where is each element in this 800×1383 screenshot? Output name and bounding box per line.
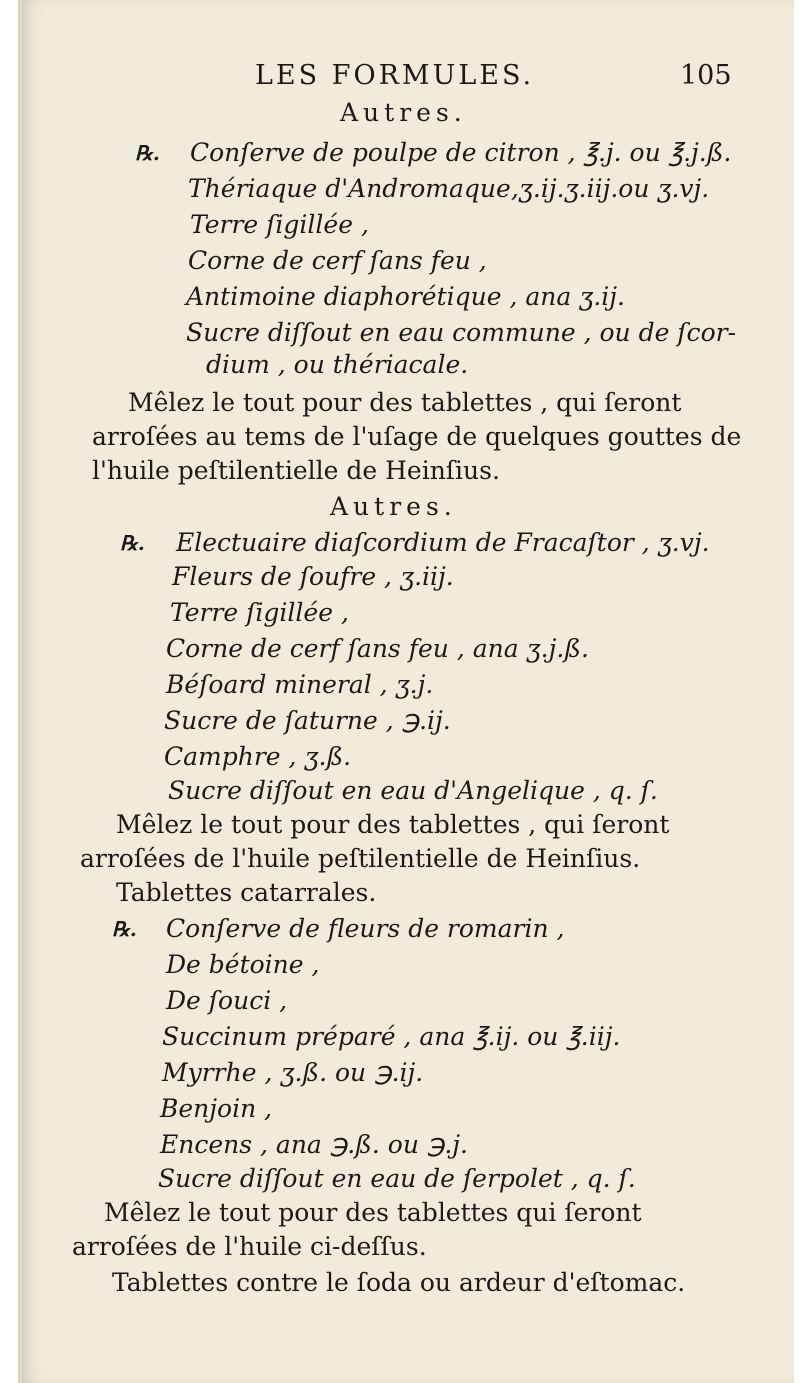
recipe-symbol: ℞. bbox=[135, 141, 160, 165]
instruction-line: arroſées au tems de l'uſage de quelques gouttes de bbox=[92, 422, 742, 451]
section-heading: Autres. bbox=[330, 492, 457, 521]
ingredient-line: Terre ſigillée , bbox=[170, 598, 349, 627]
instruction-line: Mêlez le tout pour des tablettes , qui ſeront bbox=[128, 388, 682, 417]
ingredient-line: Terre ſigillée , bbox=[190, 210, 369, 239]
ingredient-line: Benjoin , bbox=[160, 1094, 273, 1123]
ingredient-line: Electuaire diaſcordium de Fracaſtor , ʒ.vj. bbox=[176, 528, 710, 557]
instruction-line: arroſées de l'huile ci-deſſus. bbox=[72, 1232, 427, 1261]
ingredient-line: Béſoard mineral , ʒ.j. bbox=[166, 670, 434, 699]
ingredient-line: De bétoine , bbox=[166, 950, 320, 979]
section-heading: Tablettes contre le ſoda ou ardeur d'eſtomac. bbox=[112, 1268, 686, 1297]
page-number: 105 bbox=[680, 60, 732, 91]
ingredient-line: Corne de cerf ſans feu , bbox=[188, 246, 487, 275]
instruction-line: l'huile peſtilentielle de Heinſius. bbox=[92, 456, 500, 485]
ingredient-line: Conſerve de fleurs de romarin , bbox=[166, 914, 565, 943]
ingredient-line: Encens , ana ℈.ß. ou ℈.j. bbox=[160, 1130, 468, 1159]
ingredient-line: Corne de cerf ſans feu , ana ʒ.j.ß. bbox=[166, 634, 589, 663]
ingredient-line: Sucre diſſout en eau d'Angelique , q. ſ. bbox=[168, 776, 658, 805]
section-heading: Tablettes catarrales. bbox=[116, 878, 377, 907]
ingredient-line: Succinum préparé , ana ℥.ij. ou ℥.iij. bbox=[162, 1022, 621, 1051]
ingredient-line: Myrrhe , ʒ.ß. ou ℈.ij. bbox=[162, 1058, 424, 1087]
ingredient-line: Conſerve de poulpe de citron , ℥.j. ou ℥.j.ß. bbox=[190, 138, 732, 167]
running-header: LES FORMULES. bbox=[255, 60, 535, 91]
ingredient-line: Thériaque d'Andromaque,ʒ.ij.ʒ.iij.ou ʒ.vj. bbox=[188, 174, 710, 203]
ingredient-line: Antimoine diaphorétique , ana ʒ.ij. bbox=[186, 282, 625, 311]
instruction-line: Mêlez le tout pour des tablettes , qui ſeront bbox=[116, 810, 670, 839]
recipe-symbol: ℞. bbox=[120, 531, 145, 555]
ingredient-line: dium , ou thériacale. bbox=[206, 350, 469, 379]
ingredient-line: Sucre diſſout en eau commune , ou de ſcor- bbox=[186, 318, 737, 347]
ingredient-line: De ſouci , bbox=[166, 986, 288, 1015]
ingredient-line: Sucre diſſout en eau de ſerpolet , q. ſ. bbox=[158, 1164, 636, 1193]
section-heading: Autres. bbox=[340, 98, 467, 127]
instruction-line: arroſées de l'huile peſtilentielle de Heinſius. bbox=[80, 844, 641, 873]
ingredient-line: Sucre de ſaturne , ℈.ij. bbox=[164, 706, 451, 735]
instruction-line: Mêlez le tout pour des tablettes qui ſeront bbox=[104, 1198, 642, 1227]
recipe-symbol: ℞. bbox=[112, 917, 137, 941]
ingredient-line: Camphre , ʒ.ß. bbox=[164, 742, 352, 771]
ingredient-line: Fleurs de ſoufre , ʒ.iij. bbox=[172, 562, 454, 591]
